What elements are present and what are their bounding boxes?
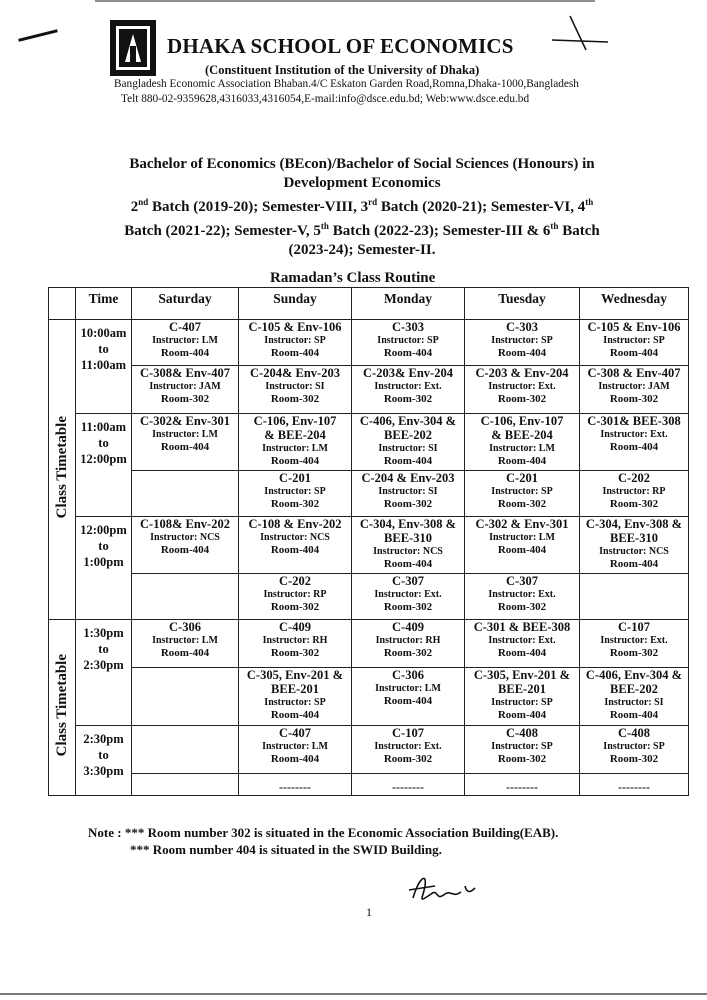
course-code: C-105 & Env-106 [248,320,342,334]
course-code: C-304, Env-308 & [585,517,683,531]
course-code: C-307 [506,574,538,588]
room-text: Room-302 [497,498,547,510]
room-text: Room-302 [609,753,659,765]
instructor-text: Instructor: Ext. [600,429,668,440]
time-text: 11:00am [80,420,127,434]
room-text: Room-302 [609,647,659,659]
room-text: Room-404 [383,558,433,570]
class-cell [132,414,239,471]
class-cell [580,366,689,414]
course-code: C-105 & Env-106 [587,320,681,334]
table-row [49,366,689,414]
room-text: Room-302 [270,393,320,405]
course-code: C-202 [618,471,650,485]
class-cell [465,774,580,796]
room-text: Room-404 [609,347,659,359]
class-cell [352,774,465,796]
instructor-text: Instructor: SP [603,741,665,752]
course-code: C-305, Env-201 & [246,668,344,682]
room-text: Room-404 [160,441,210,453]
signature [405,868,485,910]
header-monday: Monday [352,288,465,320]
instructor-text: Instructor: LM [152,635,218,646]
instructor-text: Instructor: LM [375,683,441,694]
class-cell [465,517,580,574]
instructor-text: Instructor: Ext. [374,741,442,752]
course-code: C-407 [279,726,311,740]
class-routine-table [48,287,689,796]
course-code: C-301 & BEE-308 [473,620,571,634]
table-row [49,620,689,668]
instructor-text: Instructor: LM [152,429,218,440]
class-cell [239,414,352,471]
instructor-text: Instructor: SP [491,486,553,497]
header-sunday: Sunday [239,288,352,320]
class-cell [352,620,465,668]
program-line-3: 2nd Batch (2019-20); Semester-VIII, 3rd Batch (2020-21); Semester-VI, 4th [130,197,594,215]
table-row [49,774,689,796]
room-text: Room-302 [383,753,433,765]
room-text: Room-302 [383,601,433,613]
time-text: 12:00pm [80,452,127,466]
time-text: 3:30pm [83,764,124,778]
header-tuesday: Tuesday [465,288,580,320]
instructor-text: Instructor: SP [603,335,665,346]
class-cell [239,620,352,668]
table-row [49,414,689,471]
course-code: C-301& BEE-308 [587,414,681,428]
course-code: C-308& Env-407 [140,366,230,380]
course-code: C-304, Env-308 & [359,517,457,531]
program-line-5: (2023-24); Semester-II. [288,242,436,258]
room-text: Room-302 [160,393,210,405]
class-cell [580,414,689,471]
room-text: Room-302 [270,601,320,613]
class-cell [465,366,580,414]
time-text: 1:00pm [83,555,124,569]
room-text: Room-404 [383,695,433,707]
program-line-2: Development Economics [283,175,441,191]
instructor-text: Instructor: NCS [599,546,669,557]
header-saturday: Saturday [132,288,239,320]
program-heading [88,155,636,260]
room-text: Room-302 [609,498,659,510]
class-cell [239,366,352,414]
time-text: to [98,436,109,450]
scan-bottom-edge [0,993,707,995]
room-text: Room-404 [270,347,320,359]
header-time: Time [76,288,132,320]
room-text: Room-302 [383,498,433,510]
course-code: C-107 [618,620,650,634]
course-code: C-108& Env-202 [140,517,230,531]
instructor-text: Instructor: SP [264,697,326,708]
pen-scribble [550,14,610,54]
note-line-2: *** Room number 404 is situated in the SWID Building. [130,842,442,857]
course-code: C-408 [618,726,650,740]
class-cell [239,774,352,796]
class-cell [352,366,465,414]
course-code: C-406, Env-304 & [585,668,683,682]
course-code: C-106, Env-107 [480,414,564,428]
course-code: -------- [279,780,311,794]
class-cell [352,668,465,726]
instructor-text: Instructor: Ext. [488,635,556,646]
instructor-text: Instructor: SI [378,486,438,497]
course-code: C-409 [392,620,424,634]
room-text: Room-302 [270,498,320,510]
side-label-cell [49,620,76,796]
time-text: 1:30pm [83,626,124,640]
class-cell [580,471,689,517]
instructor-text: Instructor: SP [491,697,553,708]
room-text: Room-404 [497,647,547,659]
course-code: & BEE-204 [491,428,553,442]
course-code: C-308 & Env-407 [587,366,681,380]
class-cell [132,574,239,620]
header-wednesday: Wednesday [580,288,689,320]
time-text: 10:00am [80,326,127,340]
course-code: -------- [618,780,650,794]
table-row [49,668,689,726]
class-cell [352,471,465,517]
class-cell [132,620,239,668]
instructor-text: Instructor: SP [377,335,439,346]
instructor-text: Instructor: Ext. [374,381,442,392]
time-text: 2:30pm [83,732,124,746]
class-cell [580,320,689,366]
side-label: Class Timetable [53,415,70,519]
scan-top-edge [95,0,595,2]
course-code: BEE-202 [384,428,432,442]
header-side [49,288,76,320]
room-text: Room-302 [497,753,547,765]
routine-title: Ramadan’s Class Routine [270,270,436,286]
class-cell [465,574,580,620]
course-code: C-201 [506,471,538,485]
room-text: Room-404 [383,347,433,359]
address-line: Bangladesh Economic Association Bhaban.4/C Eskaton Garden Road,Romna,Dhaka-1000,Bangladesh [114,78,579,90]
course-code: C-108 & Env-202 [248,517,342,531]
instructor-text: Instructor: RH [375,635,441,646]
time-cell [76,517,132,620]
class-cell [239,726,352,774]
class-cell [239,668,352,726]
table-row [49,320,689,366]
course-code: C-201 [279,471,311,485]
instructor-text: Instructor: SI [265,381,325,392]
class-cell [580,574,689,620]
course-code: BEE-310 [610,531,658,545]
note-line-1: *** Room number 302 is situated in the Economic Association Building(EAB). [124,825,559,840]
course-code: C-408 [506,726,538,740]
room-text: Room-302 [383,393,433,405]
class-cell [465,414,580,471]
course-code: -------- [392,780,424,794]
instructor-text: Instructor: NCS [373,546,443,557]
instructor-text: Instructor: LM [489,532,555,543]
course-code: C-305, Env-201 & [473,668,571,682]
class-cell [465,726,580,774]
course-code: BEE-201 [498,682,546,696]
class-cell [239,320,352,366]
course-code: C-407 [169,320,201,334]
time-cell [76,726,132,796]
class-cell [580,668,689,726]
program-line-4: Batch (2021-22); Semester-V, 5th Batch (2022-23); Semester-III & 6th Batch [124,221,600,239]
room-text: Room-404 [160,347,210,359]
side-label-cell [49,320,76,620]
room-text: Room-302 [270,647,320,659]
program-line-1: Bachelor of Economics (BEcon)/Bachelor of Social Sciences (Honours) in [129,156,595,172]
time-text: to [98,642,109,656]
instructor-text: Instructor: LM [489,443,555,454]
class-cell [132,668,239,726]
school-name: DHAKA SCHOOL OF ECONOMICS [167,34,514,58]
table-row [49,517,689,574]
time-text: 2:30pm [83,658,124,672]
table-row [49,574,689,620]
room-text: Room-404 [609,709,659,721]
table-row [49,726,689,774]
time-text: to [98,748,109,762]
course-code: BEE-310 [384,531,432,545]
class-cell [132,366,239,414]
time-text: 12:00pm [80,523,127,537]
course-code: C-202 [279,574,311,588]
room-text: Room-302 [609,393,659,405]
class-cell [580,517,689,574]
class-cell [352,320,465,366]
instructor-text: Instructor: RH [262,635,328,646]
course-code: C-303 [506,320,538,334]
table-row [49,471,689,517]
course-code: & BEE-204 [264,428,326,442]
course-code: C-303 [392,320,424,334]
class-cell [352,726,465,774]
course-code: -------- [506,780,538,794]
instructor-text: Instructor: SI [378,443,438,454]
class-cell [465,668,580,726]
room-text: Room-302 [497,393,547,405]
course-code: C-302 & Env-301 [475,517,569,531]
class-cell [352,574,465,620]
instructor-text: Instructor: SP [264,335,326,346]
instructor-text: Instructor: SP [264,486,326,497]
room-text: Room-404 [270,455,320,467]
room-text: Room-404 [160,647,210,659]
instructor-text: Instructor: NCS [260,532,330,543]
class-cell [465,620,580,668]
side-label: Class Timetable [53,653,70,757]
instructor-text: Instructor: LM [152,335,218,346]
course-code: C-307 [392,574,424,588]
time-text: to [98,342,109,356]
course-code: BEE-202 [610,682,658,696]
room-text: Room-302 [383,647,433,659]
instructor-text: Instructor: LM [262,443,328,454]
course-code: C-306 [392,668,424,682]
notes [88,824,558,858]
course-code: C-204 & Env-203 [361,471,455,485]
time-text: to [98,539,109,553]
table-header-row [49,288,689,320]
time-text: 11:00am [80,358,127,372]
class-cell [239,574,352,620]
class-cell [465,471,580,517]
class-cell [580,774,689,796]
class-cell [352,414,465,471]
class-cell [132,320,239,366]
room-text: Room-404 [497,709,547,721]
instructor-text: Instructor: SI [604,697,664,708]
course-code: C-406, Env-304 & [359,414,457,428]
class-cell [132,471,239,517]
instructor-text: Instructor: Ext. [488,381,556,392]
course-code: C-203& Env-204 [363,366,453,380]
page-number: 1 [366,905,372,919]
class-cell [352,517,465,574]
class-cell [132,726,239,774]
class-cell [132,517,239,574]
instructor-text: Instructor: SP [491,741,553,752]
instructor-text: Instructor: NCS [150,532,220,543]
instructor-text: Instructor: Ext. [600,635,668,646]
instructor-text: Instructor: RP [602,486,666,497]
time-cell [76,320,132,414]
instructor-text: Instructor: JAM [149,381,221,392]
pen-mark [18,29,58,42]
course-code: C-302& Env-301 [140,414,230,428]
course-code: C-203 & Env-204 [475,366,569,380]
room-text: Room-404 [270,709,320,721]
course-code: C-107 [392,726,424,740]
class-cell [465,320,580,366]
room-text: Room-404 [497,455,547,467]
time-cell [76,620,132,726]
school-logo [108,18,158,78]
note-label: Note : [88,825,122,840]
course-code: C-306 [169,620,201,634]
instructor-text: Instructor: LM [262,741,328,752]
class-cell [580,620,689,668]
instructor-text: Instructor: Ext. [374,589,442,600]
constituent-line: (Constituent Institution of the University of Dhaka) [205,63,480,77]
contact-line: Telt 880-02-9359628,4316033,4316054,E-mail:info@dsce.edu.bd; Web:www.dsce.edu.bd [121,93,530,105]
instructor-text: Instructor: JAM [598,381,670,392]
room-text: Room-404 [497,347,547,359]
course-code: C-106, Env-107 [253,414,337,428]
class-cell [132,774,239,796]
room-text: Room-404 [609,558,659,570]
class-cell [239,471,352,517]
room-text: Room-404 [160,544,210,556]
course-code: BEE-201 [271,682,319,696]
room-text: Room-404 [609,441,659,453]
room-text: Room-404 [270,544,320,556]
class-cell [239,517,352,574]
course-code: C-409 [279,620,311,634]
class-cell [580,726,689,774]
room-text: Room-404 [497,544,547,556]
instructor-text: Instructor: RP [263,589,327,600]
instructor-text: Instructor: Ext. [488,589,556,600]
room-text: Room-404 [383,455,433,467]
course-code: C-204& Env-203 [250,366,340,380]
room-text: Room-302 [497,601,547,613]
instructor-text: Instructor: SP [491,335,553,346]
room-text: Room-404 [270,753,320,765]
time-cell [76,414,132,517]
